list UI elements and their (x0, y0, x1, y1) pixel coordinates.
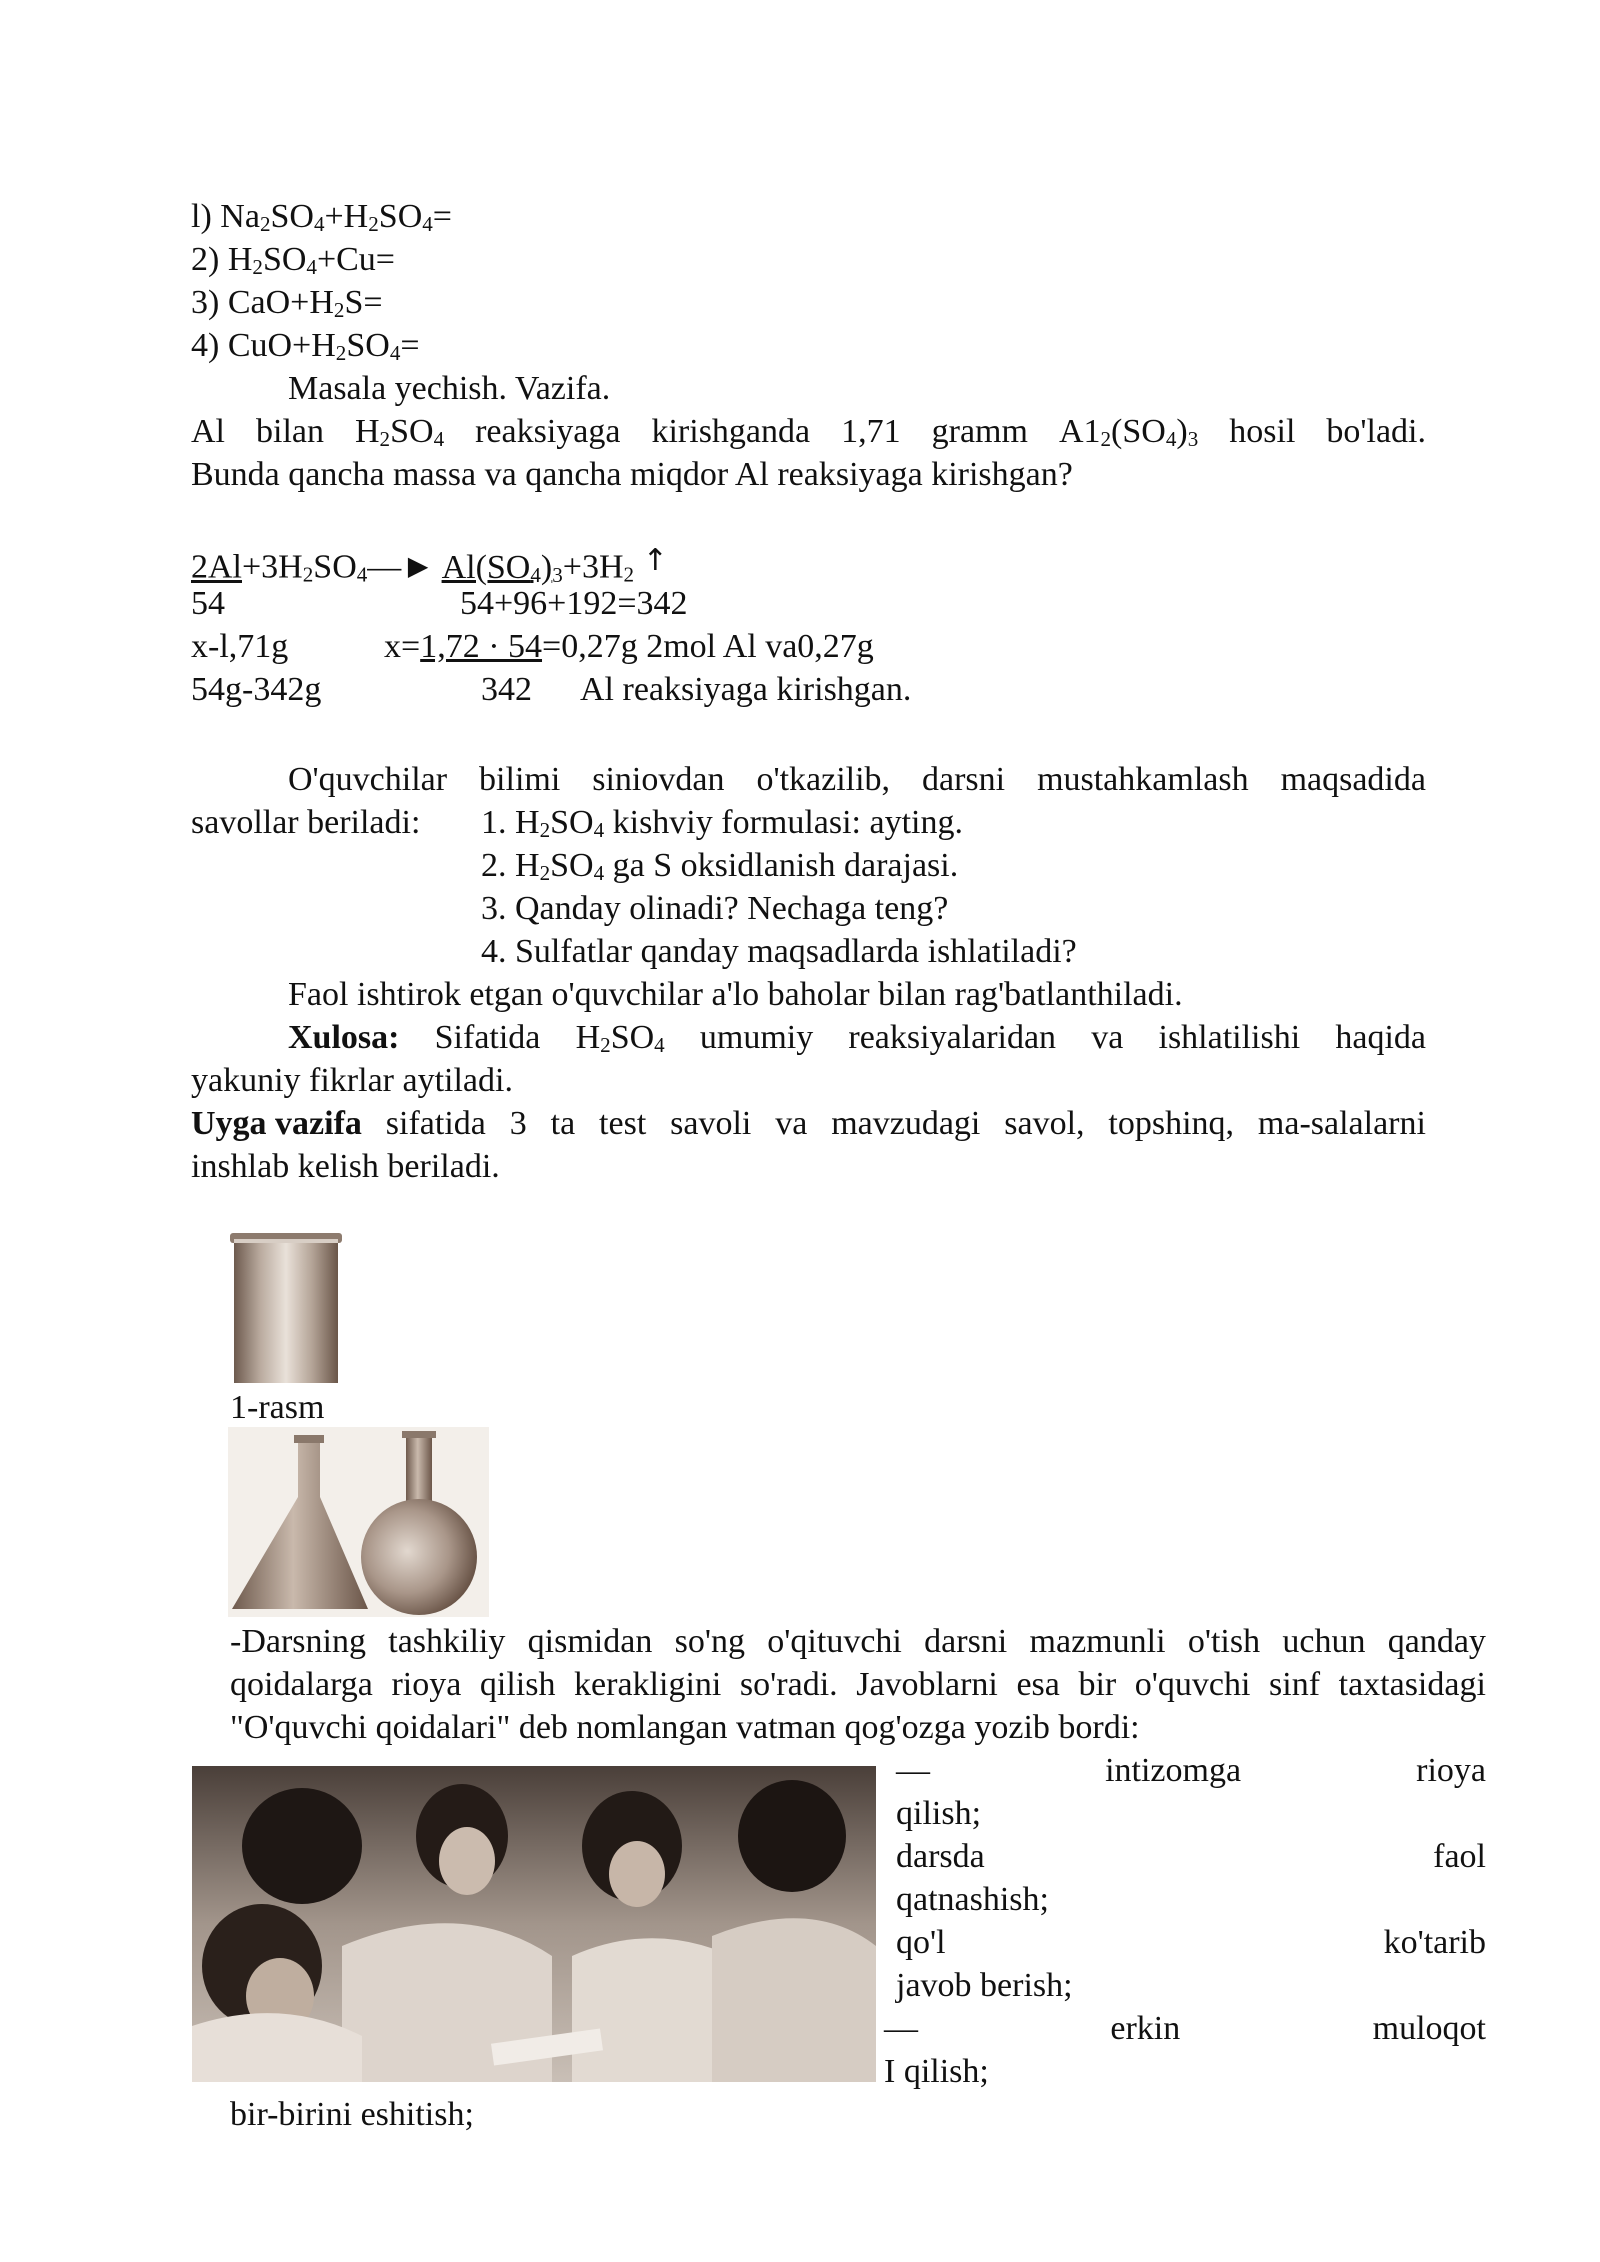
homework-label: Uyga vazifa (191, 1105, 362, 1142)
word: 1,71 (841, 413, 901, 450)
word: mazmunli (1029, 1623, 1166, 1660)
solution-row-2-left: x-l,71g (191, 628, 289, 665)
word: savoli (670, 1105, 752, 1142)
word: reaksiyalaridan (848, 1019, 1057, 1056)
question-1: 1. $H_2SO_4$ kishviy formulasi: ayting. (481, 804, 963, 842)
word: gramm (931, 413, 1028, 450)
word: o'tish (1187, 1623, 1261, 1660)
word: esa (1016, 1666, 1060, 1703)
problem-line-2: Bunda qancha massa va qancha miqdor Al reaksiyaga kirishgan? (191, 456, 1073, 493)
rules-intro-line-1 (230, 1620, 1486, 1663)
conclusion-label: Xulosa: (288, 1019, 400, 1056)
solution-row-3-tail: Al reaksiyaga kirishgan. (580, 671, 912, 708)
word: qoidalarga (230, 1666, 373, 1703)
word: ta (550, 1105, 576, 1142)
rule-2-cont: qatnashish; (896, 1881, 1049, 1918)
review-intro-line-2: savollar beriladi: (191, 804, 421, 841)
exercise-1: l) $Na_2SO_4+H_2SO_4=$ (191, 198, 452, 236)
word: sinf (1269, 1666, 1321, 1703)
rule-2 (896, 1835, 1486, 1878)
word: qismidan (527, 1623, 653, 1660)
conclusion-line-1 (288, 1016, 1426, 1059)
problem-line-1 (191, 410, 1426, 453)
word: umumiy (699, 1019, 814, 1056)
formula: $CuO+H_2SO_4=$ (227, 327, 420, 365)
word: va (775, 1105, 808, 1142)
question-2: 2. $H_2SO_4$ ga S oksidlanish darajasi. (481, 847, 959, 885)
question-4: 4. Sulfatlar qanday maqsadlarda ishlatiladi? (481, 933, 1077, 970)
word: 3 (509, 1105, 527, 1142)
word: — (896, 1752, 930, 1789)
word: haqida (1335, 1019, 1426, 1056)
exercise-2: 2) $H_2SO_4+Cu=$ (191, 241, 395, 279)
word: $H_2SO_4$ (354, 413, 445, 451)
exercise-3: 3) $CaO+H_2S=$ (191, 284, 383, 322)
word: maqsadida (1280, 761, 1426, 798)
formula: $Na_2SO_4+H_2SO_4=$ (220, 198, 452, 236)
formula: $H_2SO_4+Cu=$ (227, 241, 395, 279)
word: ma-salalarni (1257, 1105, 1426, 1142)
word: darsni (922, 761, 1006, 798)
word: uchun (1282, 1623, 1366, 1660)
rule-3 (896, 1921, 1486, 1964)
word: so'ng (674, 1623, 745, 1660)
flasks-image (228, 1427, 489, 1617)
word: — (884, 2010, 918, 2047)
word: faol (1433, 1838, 1486, 1875)
solution-row-1-right: 54+96+192=342 (460, 585, 688, 622)
rule-4-cont: I qilish; (884, 2053, 989, 2090)
reward-text: Faol ishtirok etgan o'quvchilar a'lo baholar bilan rag'batlanthiladi. (288, 976, 1183, 1013)
word: sifatida (385, 1105, 486, 1142)
word: taxtasidagi (1338, 1666, 1486, 1703)
review-intro-line-1 (288, 758, 1426, 801)
word: reaksiyaga (475, 413, 621, 450)
word: siniovdan (592, 761, 725, 798)
word: o'tkazilib, (756, 761, 891, 798)
word: qanday (1387, 1623, 1486, 1660)
rule-last: bir-birini eshitish; (230, 2096, 474, 2133)
word: qo'l (896, 1924, 946, 1961)
word: Javoblarni (856, 1666, 998, 1703)
word: tashkiliy (388, 1623, 506, 1660)
word: darsni (924, 1623, 1008, 1660)
rule-1 (896, 1749, 1486, 1792)
rules-intro-line-2 (230, 1663, 1486, 1706)
word: so'radi. (739, 1666, 838, 1703)
word: $A1_2(SO_4)_3$ (1058, 413, 1199, 451)
conclusion-line-2: yakuniy fikrlar aytiladi. (191, 1062, 513, 1099)
word: O'quvchilar (288, 761, 448, 798)
word: -Darsning (230, 1623, 366, 1660)
word: bir (1078, 1666, 1117, 1703)
problem-heading: Masala yechish. Vazifa. (288, 370, 611, 407)
rule-1-cont: qilish; (896, 1795, 982, 1832)
solution-row-1-left: 54 (191, 585, 225, 622)
rule-3-cont: javob berish; (896, 1967, 1073, 2004)
beaker-image (230, 1233, 342, 1383)
word: kirishganda (651, 413, 811, 450)
homework-line-1 (191, 1102, 1426, 1145)
word: ishlatilishi (1158, 1019, 1301, 1056)
word: erkin (1110, 2010, 1181, 2047)
word: kerakligini (574, 1666, 722, 1703)
word: o'quvchi (1134, 1666, 1251, 1703)
word: test (599, 1105, 647, 1142)
reaction-arrow: —► (367, 548, 435, 586)
word: bo'ladi. (1326, 413, 1426, 450)
word: Al (191, 413, 225, 450)
figure-caption: 1-rasm (230, 1389, 325, 1426)
solution-row-3-left: 54g-342g (191, 671, 322, 708)
word: muloqot (1372, 2010, 1486, 2047)
students-photo (192, 1766, 876, 2082)
word: mavzudagi (831, 1105, 981, 1142)
rule-4 (884, 2007, 1486, 2050)
solution-row-3-denominator: 342 (481, 671, 532, 708)
word: qilish (479, 1666, 556, 1703)
word: ko'tarib (1383, 1924, 1486, 1961)
word: o'qituvchi (767, 1623, 902, 1660)
word: va (1091, 1019, 1124, 1056)
solution-row-2-calc: x=1,72 · 54=0,27g 2mol Al va0,27g (384, 628, 874, 665)
word: rioya (391, 1666, 462, 1703)
word: bilimi (479, 761, 561, 798)
word: $H_2SO_4$ (575, 1019, 665, 1057)
exercise-4: 4) $CuO+H_2SO_4=$ (191, 327, 420, 365)
word: mustahkamlash (1037, 761, 1249, 798)
homework-line-2: inshlab kelish beriladi. (191, 1148, 500, 1185)
word: savol, (1004, 1105, 1085, 1142)
word: darsda (896, 1838, 985, 1875)
word: intizomga (1105, 1752, 1242, 1789)
gas-arrow-icon: ↑ (642, 543, 668, 578)
word: rioya (1416, 1752, 1486, 1789)
word: Sifatida (434, 1019, 541, 1056)
question-3: 3. Qanday olinadi? Nechaga teng? (481, 890, 949, 927)
word: bilan (256, 413, 324, 450)
reaction-equation: $2Al+3H_2SO_4—►$ $Al(SO_4)_3+3H_2$ ↑ (191, 543, 668, 587)
word: topshinq, (1108, 1105, 1235, 1142)
rules-intro-line-3: "O'quvchi qoidalari" deb nomlangan vatman qog'ozga yozib bordi: (230, 1709, 1140, 1746)
formula: $CaO+H_2S=$ (227, 284, 383, 322)
word: hosil (1229, 413, 1296, 450)
